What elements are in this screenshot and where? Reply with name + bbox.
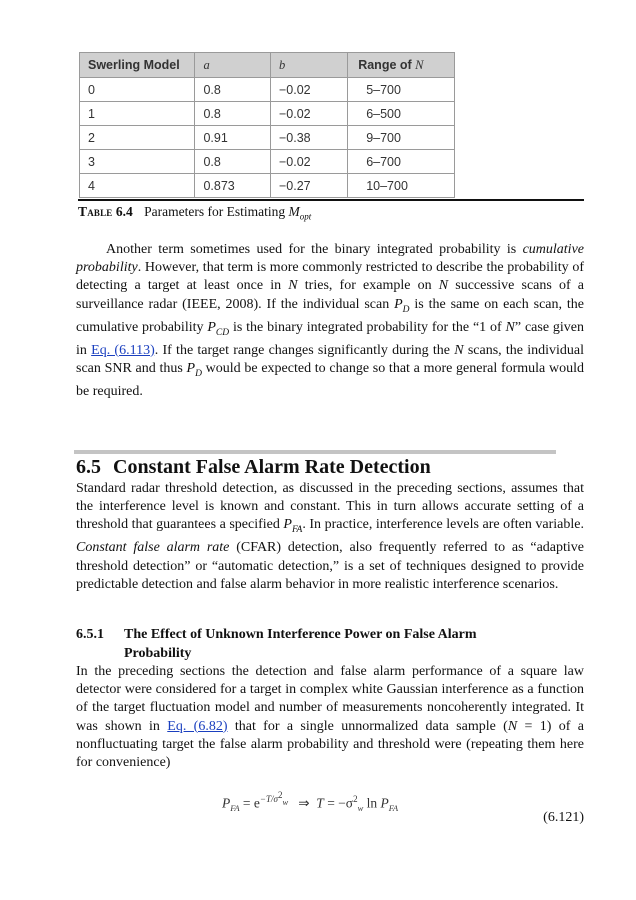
cell-swerling-model: 4 [80, 174, 195, 198]
cell-b: −0.27 [270, 174, 347, 198]
symbol-p: P [394, 296, 403, 312]
caption-number: 6.4 [115, 204, 133, 219]
caption-subscript: opt [299, 211, 312, 222]
eq-sigma-sup: 2 [353, 794, 358, 804]
symbol-n: N [454, 342, 464, 358]
cell-swerling-model: 3 [80, 150, 195, 174]
caption-symbol: M [288, 204, 300, 219]
eq-symbol-t: T [316, 795, 324, 811]
cell-a: 0.8 [195, 102, 271, 126]
paragraph-unknown-interference [76, 663, 584, 772]
cell-swerling-model: 2 [80, 126, 195, 150]
header-range-label: Range of [358, 57, 416, 72]
header-a: a [195, 53, 271, 78]
subscript-fa: FA [291, 525, 303, 536]
header-range-n: N [415, 57, 424, 72]
symbol-p: P [207, 319, 216, 335]
cell-a: 0.8 [195, 150, 271, 174]
cell-range: 5–700 [348, 78, 455, 102]
text: = 1) of a nonfluctuating target the false alarm probability and threshold were (repeating them here for convenience) [76, 718, 584, 771]
swerling-table [79, 52, 455, 198]
cell-b: −0.38 [270, 126, 347, 150]
eq-exponent-sup: 2 [277, 790, 283, 800]
eq-symbol-p: P [222, 795, 231, 811]
equation-number: (6.121) [543, 810, 584, 825]
cell-range: 6–500 [348, 102, 455, 126]
eq-equals-e: = e [239, 795, 260, 811]
section-title: Constant False Alarm Rate Detection [113, 456, 431, 478]
paragraph-cumulative-probability [76, 241, 584, 401]
cell-swerling-model: 0 [80, 78, 195, 102]
section-number: 6.5 [76, 456, 101, 478]
symbol-n: N [438, 278, 449, 294]
table-row [80, 174, 455, 198]
table-header-row [80, 53, 455, 78]
subsection-title-line1: The Effect of Unknown Interference Power on False Alarm [124, 627, 477, 642]
subsection-title-line2: Probability [124, 646, 192, 661]
cell-b: −0.02 [270, 150, 347, 174]
table-row [80, 150, 455, 174]
cell-range: 9–700 [348, 126, 455, 150]
subscript-d: D [402, 304, 410, 315]
eq-6-113-link[interactable]: Eq. (6.113) [91, 342, 155, 358]
text: Standard radar threshold detection, as discussed in the preceding sections, assumes that the interference level is known and constant. This in turn allows accurate setting of a threshold that guarantees a specified [76, 481, 584, 533]
table-row [80, 126, 455, 150]
eq-symbol-p: P [380, 795, 389, 811]
text: (CFAR) detection, also frequently referred to as “adaptive threshold detection” or “automatic detection,” is a set of techniques designed to provide predictable detection and false alarm behavior in more realistic interference scenarios. [76, 540, 584, 592]
header-b: b [270, 53, 347, 78]
text: is the same on each scan, the cumulative probability [76, 296, 584, 335]
paragraph-cfar-intro [76, 480, 584, 594]
header-range-of-n [348, 53, 455, 78]
eq-exponent: −T/σ [259, 794, 278, 804]
text: that for a single unnormalized data sample ( [227, 718, 508, 734]
eq-exponent-sub: w [282, 796, 289, 807]
emphasis-cumulative-probability: cumulative probability [76, 242, 584, 276]
symbol-n: N [505, 319, 515, 335]
symbol-p: P [186, 360, 196, 376]
symbol-n: N [507, 718, 518, 734]
cell-a: 0.873 [195, 174, 271, 198]
text: would be expected to change so that a more general formula would be required. [76, 360, 584, 399]
section-rule [74, 450, 556, 454]
subscript-cd: CD [215, 327, 230, 338]
cell-b: −0.02 [270, 102, 347, 126]
caption-label: Table [78, 204, 113, 219]
eq-rhs: = −σ [323, 795, 354, 811]
cell-a: 0.8 [195, 78, 271, 102]
implies-arrow: ⇒ [298, 795, 310, 811]
symbol-p: P [283, 517, 292, 533]
table-body [80, 78, 455, 198]
subscript-d: D [195, 368, 202, 379]
text: . In practice, interference levels are often variable. [302, 517, 584, 533]
cell-swerling-model: 1 [80, 102, 195, 126]
text: successive scans of a surveillance radar (IEEE, 2008). If the individual scan [76, 278, 585, 312]
table-row [80, 78, 455, 102]
eq-ln: ln [363, 795, 381, 811]
text: . However, that term is more commonly restricted to describe the probability of detecting a target at least once in [76, 260, 584, 294]
cell-range: 10–700 [348, 174, 455, 198]
emphasis-cfar: Constant false alarm rate [76, 540, 230, 556]
cell-b: −0.02 [270, 78, 347, 102]
text: scans, the individual scan SNR and thus [76, 342, 585, 376]
text: tries, for example on [297, 278, 439, 294]
text: . If the target range changes significantly during the [154, 342, 455, 358]
cell-a: 0.91 [195, 126, 271, 150]
symbol-n: N [288, 278, 298, 294]
cell-range: 6–700 [348, 150, 455, 174]
subsection-number: 6.5.1 [76, 627, 104, 642]
eq-6-82-link[interactable]: Eq. (6.82) [167, 718, 228, 734]
table-caption [78, 204, 311, 222]
table-row [80, 102, 455, 126]
section-heading [76, 456, 431, 479]
subsection-heading [76, 625, 546, 663]
equation-6-121 [222, 790, 398, 813]
caption-text: Parameters for Estimating [144, 204, 289, 219]
eq-subscript-fa: FA [230, 803, 240, 814]
eq-subscript-fa: FA [388, 803, 399, 814]
table-bottom-rule [78, 199, 584, 201]
eq-sigma-sub: w [357, 803, 364, 814]
text: ” case given in [76, 319, 584, 358]
text: Another term sometimes used for the binary integrated probability is [106, 242, 523, 257]
text: is the binary integrated probability for the “1 of [229, 319, 506, 335]
parameters-table [79, 52, 455, 198]
header-swerling-model: Swerling Model [80, 53, 195, 78]
text: In the preceding sections the detection and false alarm performance of a square law detector were considered for a target in complex white Gaussian interference as a function of the target fluctuation model and number of measurements noncoherently integrated. It was shown in [76, 664, 584, 734]
